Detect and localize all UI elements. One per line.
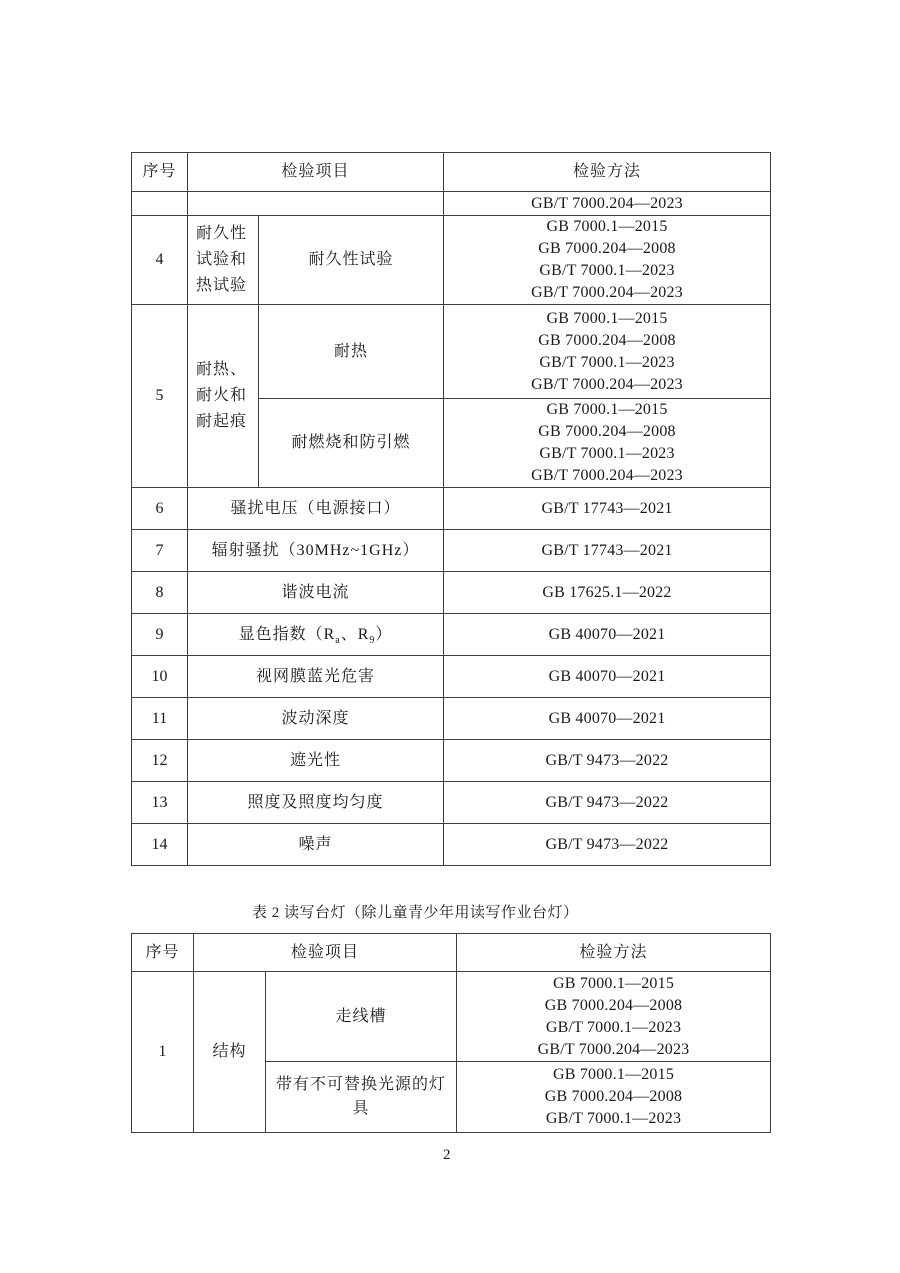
t1-header-method: 检验方法 (444, 153, 771, 192)
t1-row-7 (132, 530, 771, 572)
method-line: GB 7000.1—2015 (546, 309, 668, 327)
t1-r7-item: 辐射骚扰（30MHz~1GHz） (188, 530, 444, 572)
t1-r13-method: GB/T 9473—2022 (444, 782, 771, 824)
t1-r11-method: GB 40070—2021 (444, 698, 771, 740)
t1-r4-group: 耐久性试验和热试验 (188, 216, 259, 305)
t1-r5a-item: 耐热 (259, 305, 444, 399)
t1-r4-item: 耐久性试验 (259, 216, 444, 305)
method-line: GB/T 7000.204—2023 (531, 467, 683, 484)
t1-r8-no: 8 (132, 572, 188, 614)
t1-r14-no: 14 (132, 824, 188, 866)
t2-row-1a (132, 972, 771, 1062)
t1-row-14 (132, 824, 771, 866)
t1-r10-no: 10 (132, 656, 188, 698)
method-line: GB 7000.1—2015 (546, 401, 668, 418)
t1-carryover-item-cell (188, 192, 444, 216)
t1-r5b-item: 耐燃烧和防引燃 (259, 399, 444, 488)
method-line: GB 7000.204—2008 (538, 240, 676, 257)
t1-header-no: 序号 (132, 153, 188, 192)
t1-r6-no: 6 (132, 488, 188, 530)
t2-header-method: 检验方法 (457, 934, 771, 972)
t2-r1a-item: 走线槽 (266, 972, 457, 1062)
method-line: GB 7000.204—2008 (544, 996, 683, 1014)
t2-r1-no: 1 (132, 972, 194, 1133)
method-line: GB/T 7000.1—2023 (539, 445, 675, 462)
method-line: GB 7000.204—2008 (538, 423, 676, 440)
t1-r10-method: GB 40070—2021 (444, 656, 771, 698)
t1-carryover-method-cell (444, 192, 771, 216)
t1-header-row (132, 153, 771, 192)
t2-r1b-methods (457, 1062, 771, 1133)
t1-r8-item: 谐波电流 (188, 572, 444, 614)
method-line: GB/T 7000.1—2023 (539, 353, 675, 371)
t1-row-5a (132, 305, 771, 399)
t1-r7-no: 7 (132, 530, 188, 572)
t1-row-9 (132, 614, 771, 656)
t1-r14-method: GB/T 9473—2022 (444, 824, 771, 866)
t1-header-item: 检验项目 (188, 153, 444, 192)
method-line: GB 7000.1—2015 (553, 1066, 675, 1083)
subscript-9: 9 (369, 634, 376, 646)
t1-r5-no: 5 (132, 305, 188, 488)
method-line: GB/T 7000.1—2023 (545, 1018, 682, 1036)
t1-r14-item: 噪声 (188, 824, 444, 866)
t1-row-11 (132, 698, 771, 740)
method-line: GB 7000.1—2015 (546, 218, 668, 235)
t1-row-12 (132, 740, 771, 782)
t1-row-10 (132, 656, 771, 698)
t1-r5b-methods (444, 399, 771, 488)
t1-r11-item: 波动深度 (188, 698, 444, 740)
t2-r1-group: 结构 (194, 972, 266, 1133)
method-line: GB/T 7000.204—2023 (531, 375, 683, 393)
t1-r13-no: 13 (132, 782, 188, 824)
t2-header-row (132, 934, 771, 972)
method-line: GB 7000.1—2015 (553, 974, 675, 992)
t1-carryover-row (132, 192, 771, 216)
t1-r5-group: 耐热、耐火和耐起痕 (188, 305, 259, 488)
method-line: GB 7000.204—2008 (538, 331, 676, 349)
t1-r6-method: GB/T 17743—2021 (444, 488, 771, 530)
t1-carryover-no-cell (132, 192, 188, 216)
t1-r9-item: 显色指数（$R_a$、$R_9$） (188, 614, 444, 656)
method-line: GB/T 7000.1—2023 (545, 1110, 682, 1127)
t1-r5a-methods (444, 305, 771, 399)
method-line: GB/T 7000.1—2023 (539, 262, 675, 279)
t1-row-8 (132, 572, 771, 614)
t1-row-4 (132, 216, 771, 305)
page-number: 2 (443, 1147, 451, 1163)
t1-r10-item: 视网膜蓝光危害 (188, 656, 444, 698)
t2-header-item: 检验项目 (194, 934, 457, 972)
t1-r7-method: GB/T 17743—2021 (444, 530, 771, 572)
table-1-inspection-items (131, 152, 771, 866)
t2-header-no: 序号 (132, 934, 194, 972)
t1-r11-no: 11 (132, 698, 188, 740)
t1-r13-item: 照度及照度均匀度 (188, 782, 444, 824)
t1-r12-item: 遮光性 (188, 740, 444, 782)
t1-row-13 (132, 782, 771, 824)
method-line: GB 7000.204—2008 (544, 1088, 683, 1105)
t1-r6-item: 骚扰电压（电源接口） (188, 488, 444, 530)
t2-r1b-item: 带有不可替换光源的灯具 (266, 1062, 457, 1133)
t1-r4-methods (444, 216, 771, 305)
t1-r12-method: GB/T 9473—2022 (444, 740, 771, 782)
t1-r4-no: 4 (132, 216, 188, 305)
method-line: GB/T 7000.204—2023 (531, 194, 683, 212)
table-2-title: 表 2 读写台灯（除儿童青少年用读写作业台灯） (252, 905, 579, 921)
t1-r12-no: 12 (132, 740, 188, 782)
subscript-a: a (335, 634, 341, 646)
method-line: GB/T 7000.204—2023 (531, 284, 683, 301)
t1-r9-no: 9 (132, 614, 188, 656)
t2-r1a-methods (457, 972, 771, 1062)
t1-row-6 (132, 488, 771, 530)
t1-r8-method: GB 17625.1—2022 (444, 572, 771, 614)
method-line: GB/T 7000.204—2023 (537, 1040, 690, 1058)
t1-r9-method: GB 40070—2021 (444, 614, 771, 656)
table-2-inspection-items (131, 933, 771, 1133)
